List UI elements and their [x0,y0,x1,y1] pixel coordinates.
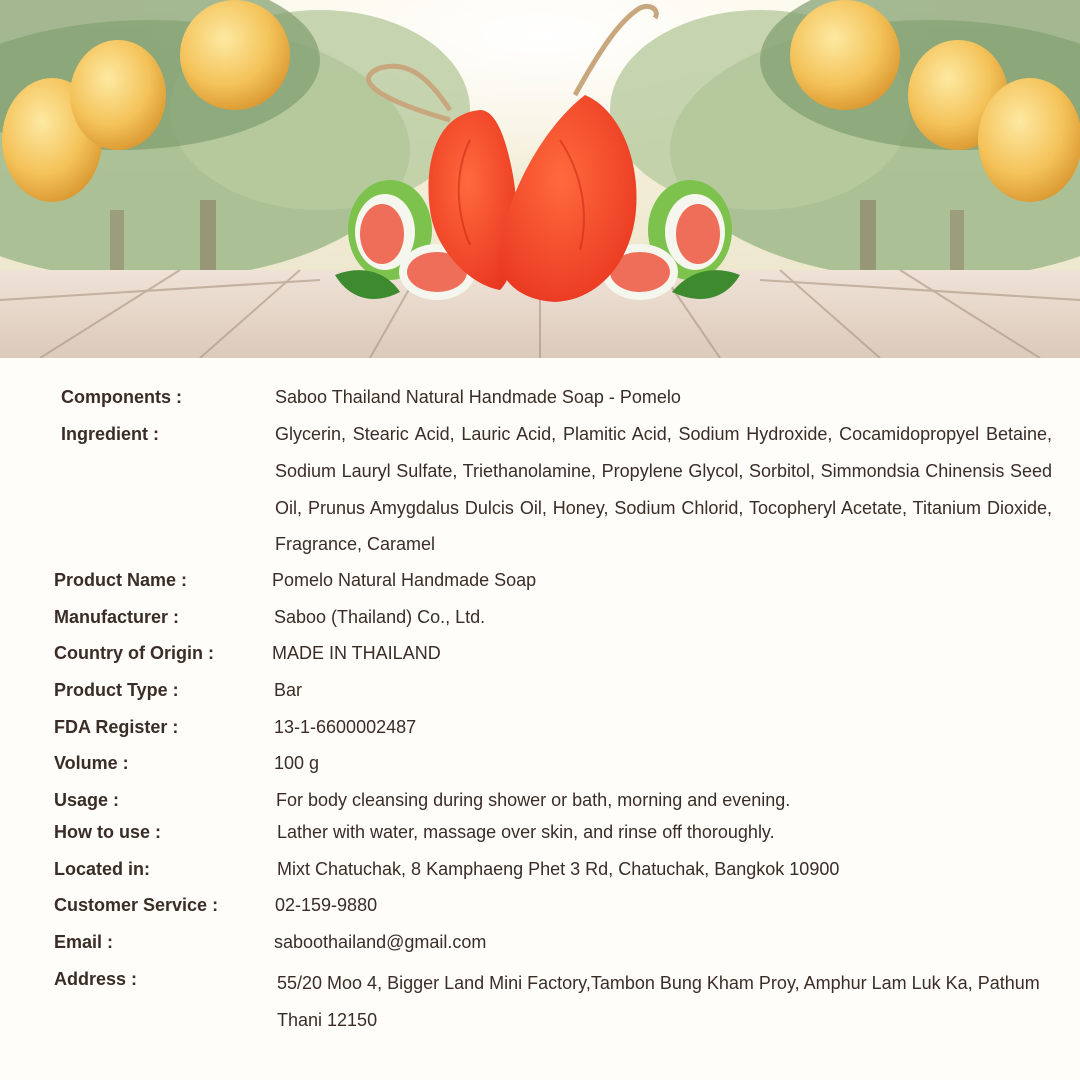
country-value: MADE IN THAILAND [272,643,441,663]
country-label: Country of Origin : [54,643,214,663]
product-name-value: Pomelo Natural Handmade Soap [272,570,537,590]
product-type-label: Product Type : [54,680,179,700]
how-to-use-label: How to use : [54,822,161,842]
address-label: Address : [54,969,138,989]
how-to-use-value: Lather with water, massage over skin, and rinse off thoroughly. [277,822,775,842]
email-value[interactable]: saboothailand@gmail.com [274,932,487,952]
components-label: Components : [61,387,182,407]
volume-label: Volume : [54,753,129,773]
customer-service-value: 02-159-9880 [275,895,378,915]
fda-value: 13-1-6600002487 [274,717,417,737]
manufacturer-label: Manufacturer : [54,607,180,627]
usage-value: For body cleansing during shower or bath, morning and evening. [276,790,791,810]
address-value: 55/20 Moo 4, Bigger Land Mini Factory,Tambon Bung Kham Proy, Amphur Lam Luk Ka, Pathum Thani 12150 [277,973,1040,1030]
email-label: Email : [54,932,114,952]
customer-service-label: Customer Service : [54,895,219,915]
ingredient-value: Glycerin, Stearic Acid, Lauric Acid, Plamitic Acid, Sodium Hydroxide, Cocamidopropyel Betaine, Sodium Lauryl Sulfate, Triethanolamine, Propylene Glycol, Sorbitol, Simmondsia Chinensis Seed Oil, Prunus Amygdalus Dulcis Oil, Honey, Sodium Chlorid, Tocopheryl Acetate, Titanium Dioxide, Fragrance, Caramel [275,424,1052,555]
volume-value: 100 g [274,753,320,773]
product-type-value: Bar [274,680,303,700]
usage-label: Usage : [54,790,120,810]
manufacturer-value: Saboo (Thailand) Co., Ltd. [274,607,486,627]
components-value: Saboo Thailand Natural Handmade Soap - Pomelo [275,387,681,407]
product-name-label: Product Name : [54,570,188,590]
ingredient-label: Ingredient : [61,424,159,444]
located-value: Mixt Chatuchak, 8 Kamphaeng Phet 3 Rd, Chatuchak, Bangkok 10900 [277,859,840,879]
located-label: Located in: [54,859,151,879]
fda-label: FDA Register : [54,717,179,737]
